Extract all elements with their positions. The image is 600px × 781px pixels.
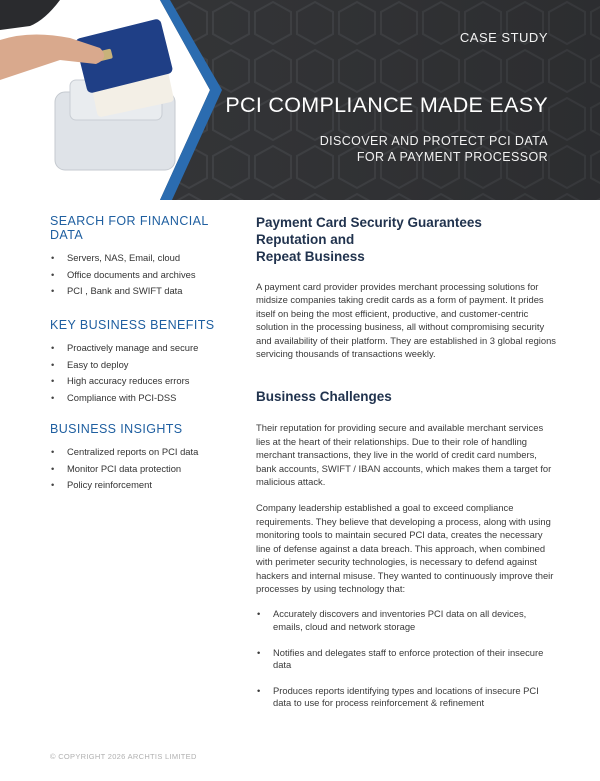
list-item: • Compliance with PCI-DSS	[50, 392, 225, 409]
sidebar-list	[50, 446, 225, 496]
page-title: PCI COMPLIANCE MADE EASY	[225, 93, 548, 117]
list-item: • Notifies and delegates staff to enforce protection of their insecure data	[256, 647, 556, 672]
sidebar-heading: BUSINESS INSIGHTS	[50, 422, 183, 436]
list-item: • Office documents and archives	[50, 269, 225, 286]
payment-terminal-photo	[0, 0, 225, 200]
sidebar-list	[50, 252, 225, 302]
section-heading-challenges: Business Challenges	[256, 389, 392, 405]
sidebar-list	[50, 342, 225, 408]
list-item: • Proactively manage and secure	[50, 342, 225, 359]
subtitle-line-1: DISCOVER AND PROTECT PCI DATA	[319, 134, 548, 148]
list-item: • Produces reports identifying types and locations of insecure PCI data to use for process reinforcement & refinement	[256, 685, 556, 710]
heading-line-2: Repeat Business	[256, 249, 365, 264]
challenge-paragraph: Their reputation for providing secure and available merchant services lies at the heart of their relationships. Due to their role of handling merchant transactions, they live in the world of credit card numbers, bank accounts, SWIFT / IBAN accounts, which makes them a target for malicious attack.	[256, 422, 552, 488]
list-item: • Easy to deploy	[50, 359, 225, 376]
subtitle-line-2: FOR A PAYMENT PROCESSOR	[356, 150, 548, 164]
section-heading-security	[256, 214, 556, 265]
sidebar-heading: SEARCH FOR FINANCIAL DATA	[50, 214, 209, 242]
heading-line-1: Payment Card Security Guarantees Reputation and	[256, 215, 482, 247]
case-study-label: CASE STUDY	[459, 30, 548, 45]
list-item: • Servers, NAS, Email, cloud	[50, 252, 225, 269]
sidebar-section-search	[50, 214, 225, 318]
list-item: • PCI , Bank and SWIFT data	[50, 285, 225, 302]
list-item: • Policy reinforcement	[50, 479, 225, 496]
list-item: • Monitor PCI data protection	[50, 463, 225, 480]
requirements-list	[256, 608, 556, 710]
header-banner	[0, 0, 600, 200]
intro-paragraph: A payment card provider provides merchant processing solutions for midsize companies taking credit cards as a form of payment. It prides itself on being the most efficient, productive, and customer-centric solution in the processing business, all without compromising security and availability of their platform. They are established in 3 global regions servicing thousands of transactions weekly.	[256, 281, 556, 360]
page-subtitle	[320, 133, 548, 165]
list-item: • Accurately discovers and inventories PCI data on all devices, emails, cloud and network storage	[256, 608, 556, 633]
sidebar-section-insights	[50, 422, 225, 496]
sidebar	[50, 214, 225, 496]
list-item: • High accuracy reduces errors	[50, 375, 225, 392]
sidebar-section-benefits	[50, 318, 225, 422]
sidebar-heading: KEY BUSINESS BENEFITS	[50, 318, 215, 332]
challenge-paragraph: Company leadership established a goal to exceed compliance requirements. They believe that developing a process, along with using monitoring tools to maintain secured PCI data, creates the necessary line of defense against a data breach. This approach, when combined with perimeter security technologies, is necessary to defend against hackers and internal misuse. They wanted to continuously improve their processes by using technology that:	[256, 502, 554, 594]
main-content	[256, 214, 556, 710]
list-item: • Centralized reports on PCI data	[50, 446, 225, 463]
copyright-footer: © COPYRIGHT 2026 ARCHTIS LIMITED	[50, 752, 197, 761]
